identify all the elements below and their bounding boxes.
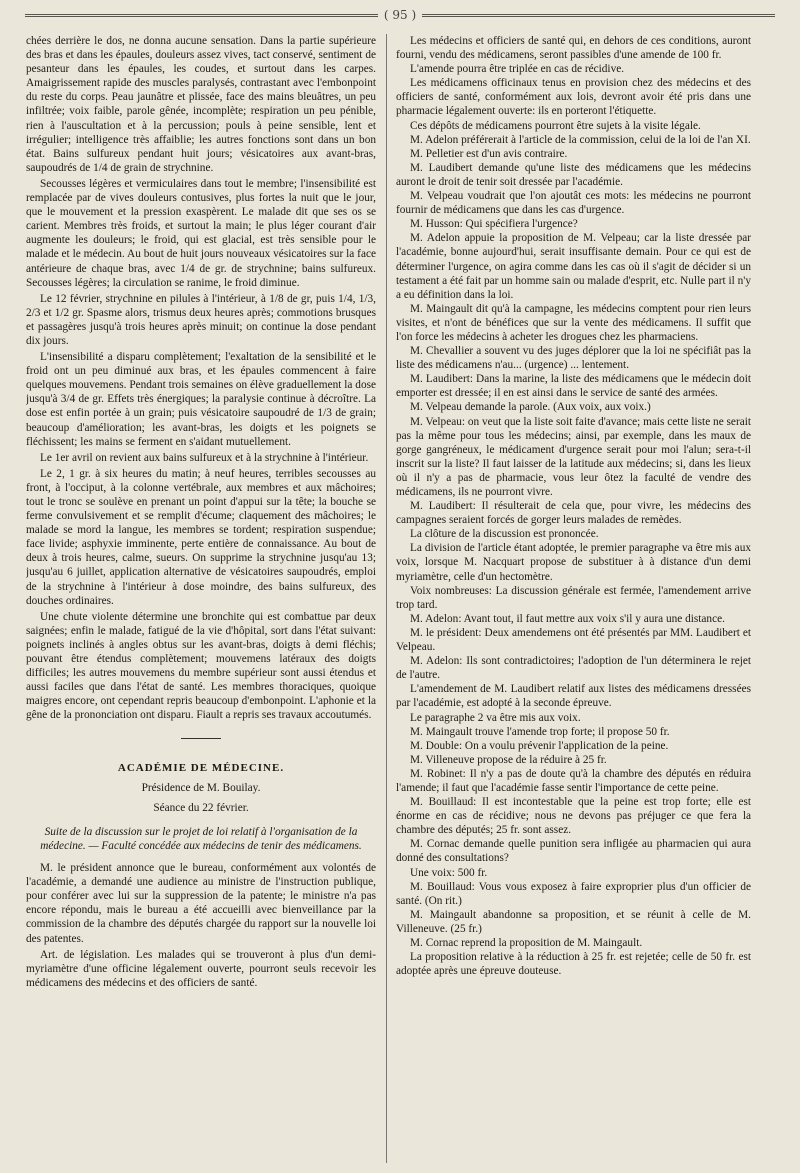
paragraph: M. Adelon préférerait à l'article de la commission, celui de la loi de l'an XI. [410, 133, 751, 146]
presidency-line: Présidence de M. Bouilay. [141, 781, 261, 794]
left-column [26, 34, 376, 1165]
paragraph: M. Velpeau demande la parole. (Aux voix, aux voix.) [410, 401, 651, 414]
paragraph: M. Double: On a voulu prévenir l'application de la peine. [410, 739, 669, 752]
paragraph: Les médicamens officinaux tenus en provision chez des médecins et des officiers de santé, conformément aux lois, devront avoir été pris dans une pharmacie légalement ouverte: ils en porteront l'étiquette. [396, 77, 751, 118]
paragraph: La division de l'article étant adoptée, le premier paragraphe va être mis aux voix, lorsque M. Nacquart propose de substituer à à distance d'un demi myriamètre, celle d'un hectomètre. [396, 542, 751, 583]
paragraph: M. Villeneuve propose de la réduire à 25 fr. [410, 753, 607, 766]
paragraph: M. le président: Deux amendemens ont été présentés par MM. Laudibert et Velpeau. [396, 626, 751, 654]
paragraph: M. Maingault trouve l'amende trop forte; il propose 50 fr. [410, 725, 670, 738]
paragraph: Le 1er avril on revient aux bains sulfureux et à la strychnine à l'intérieur. [40, 451, 369, 464]
paragraph: Le paragraphe 2 va être mis aux voix. [410, 711, 581, 724]
paragraph: M. Laudibert: Il résulterait de cela que, pour vivre, les médecins des campagnes seraient forcés de gorger leurs malades de remèdes. [396, 500, 751, 527]
paragraph: M. Bouillaud: Vous vous exposez à faire exproprier plus d'un officier de santé. (On rit.) [396, 880, 751, 907]
session-date: Séance du 22 février. [153, 801, 249, 814]
section-title: ACADÉMIE DE MÉDECINE. [117, 761, 285, 774]
paragraph: M. Velpeau: on veut que la liste soit faite d'avance; mais cette liste ne serait pas la même pour tous les médecins; ainsi, par exemple, dans les maux de gorge gangréneux, le médicament d'urgence serait pour moi l'alun; sera-t-il inscrit sur la liste? Il faut laisser de la latitude aux médecins; si, dans les lieux où il n'y a pas de pharmacie, vous leur ôtez la faculté de vendre des médicamens, ils ne pourront vivre. [396, 415, 751, 498]
paragraph: M. Robinet: Il n'y a pas de doute qu'à la chambre des députés en réduira l'amende; il faut que l'académie fasse sentir l'importance de cette peine. [396, 767, 751, 794]
paragraph: M. Bouillaud: Il est incontestable que la peine est trop forte; elle est énorme en cas de récidive; nous ne devons pas préjuger ce que fera la chambre des députés; 25 fr. sont assez. [396, 796, 751, 837]
paragraph: chées derrière le dos, ne donna aucune sensation. Dans la partie supérieure des bras et dans les épaules, douleurs assez vives, tact conservé, sentiment de pesanteur dans les épaules, les coudes, et surtout dans les carpes. Amaigrissement rapide des muscles paralysés, contrastant avec l'embonpoint du reste du corps. Peau jaunâtre et plissée, face des mains bleuâtres, un peu infiltrée; voix faible, parole gênée, incomplète; respiration un peu pénible, rien à l'auscultation et à la percussion; pouls à peine sensible, lent et irrégulier; intelligence très affaiblie; les autres fonctions sont dans un bon état. Bains sulfureux pendant huit jours; vésicatoires aux avant-bras, saupoudrés de 1/4 de grain de strychnine. [26, 35, 376, 174]
paragraph: Le 2, 1 gr. à six heures du matin; à neuf heures, terribles secousses au front, à l'occiput, à la colonne vertébrale, aux membres et aux mâchoires; tout le tronc se soulève en prenant un point d'appui sur la tête; la bouche se ferme convulsivement et se remplit d'écume; claquement des mâchoires; le malade se mord la langue, les membres se tordent; respiration suspendue; face livide; asphyxie imminente, perte entière de connaissance. Au bout de deux à trois heures, calme, sueurs. On supprime la strychnine jusqu'au 13; jusqu'au 6 juillet, application alternative de vésicatoires saupoudrés, emploi de la strychnine à l'intérieur à dose moindre, des bains sulfureux, des douches ordinaires. [26, 467, 376, 607]
paragraph: M. Velpeau voudrait que l'on ajoutât ces mots: les médecins ne pourront fournir de médicamens que dans les cas d'urgence. [396, 190, 751, 217]
paragraph: L'insensibilité a disparu complètement; l'exaltation de la sensibilité et le froid ont un peu diminué aux bras, et les épaules commencent à faire quelques mouvemens. Pendant trois semaines on élève graduellement la dose jusqu'à 3/4 de gr. Effets très énergiques; la paralysie continue à décroître. La dose est enfin portée à un grain; puis vésicatoire saupoudré de 1/3 de grain; beaucoup d'amélioration; les avant-bras, les doigts et les poignets se fléchissent; les mains se ferment en s'aidant mutuellement. [26, 351, 376, 448]
paragraph: M. Adelon: Ils sont contradictoires; l'adoption de l'un déterminera le rejet de l'autre. [396, 655, 751, 682]
paragraph: M. Husson: Qui spécifiera l'urgence? [410, 218, 578, 231]
paragraph: M. Laudibert demande qu'une liste des médicamens que les médecins auront le droit de tenir soit dressée par l'académie. [396, 161, 751, 188]
paragraph: La proposition relative à la réduction à 25 fr. est rejetée; celle de 50 fr. est adoptée après une épreuve douteuse. [396, 951, 751, 978]
paragraph: M. Adelon: Avant tout, il faut mettre aux voix s'il y aura une distance. [410, 612, 725, 625]
paragraph: M. Laudibert: Dans la marine, la liste des médicamens que le médecin doit emporter est dressée; il en est ainsi dans le service de santé des armées. [396, 373, 751, 400]
column-divider [386, 34, 387, 1163]
paragraph: M. Maingault abandonne sa proposition, et se réunit à celle de M. Villeneuve. (25 fr.) [396, 908, 751, 935]
paragraph: M. Maingault dit qu'à la campagne, les médecins comptent pour rien leurs visites, et n'ont de bénéfices que sur la vente des médicamens. Il suffit que l'on force les médecins à acheter les drogues chez les pharmaciens. [396, 302, 751, 343]
paragraph: M. Chevallier a souvent vu des juges déplorer que la loi ne spécifiât pas la liste des médicamens n'au... (urgence) ... lentement. [396, 345, 751, 372]
paragraph: M. Adelon appuie la proposition de M. Velpeau; car la liste dressée par l'académie, bonne aujourd'hui, serait insuffisante demain. Pour ce qui est de déterminer l'urgence, on agira comme dans les cas où il s'agit de décider si un testament a été fait par un homme sain ou malade d'esprit, etc. Nulle part il n'y a eu définition dans la loi. [396, 232, 751, 301]
paragraph: Les médecins et officiers de santé qui, en dehors de ces conditions, auront fourni, vendu des médicamens, seront passibles d'une amende de 100 fr. [396, 35, 751, 62]
page-number: ( 95 ) [383, 8, 417, 22]
paragraph: M. le président annonce que le bureau, conformément aux volontés de l'académie, a demandé une audience au ministre de l'instruction publique, pour conférer avec lui sur la suppression de la patente; le ministre n'a pas encore répondu, mais le bureau a été accueilli avec bienveillance par la commission de la chambre des députés chargée du rapport sur la nouvelle loi des patentes. [26, 862, 376, 945]
paragraph: Le 12 février, strychnine en pilules à l'intérieur, à 1/8 de gr, puis 1/4, 1/3, 2/3 et 1/2 gr. Spasme alors, trismus deux heures après; commotions brusques et passagères jusqu'à trois heures après minuit; on continue la dose pendant dix jours. [26, 292, 376, 347]
paragraph: Une chute violente détermine une bronchite qui est combattue par deux saignées; enfin le malade, fatigué de la vie d'hôpital, sort dans l'état suivant: poignets inclinés à angles obtus sur les avant-bras, doigts à demi fléchis; pouvant être étendus complètement; mouvemens latéraux des doigts difficiles; les autres mouvemens du membre supérieur sont aussi étendus et aussi faciles que dans l'état de santé. Les membres thoraciques, quoique maigres encore, ont cependant repris beaucoup d'embonpoint. L'aphonie et la gêne de la prononciation ont disparu. Fiault a repris ses travaux accoutumés. [26, 610, 376, 722]
paragraph: La clôture de la discussion est prononcée. [410, 528, 599, 541]
paragraph: Une voix: 500 fr. [410, 866, 488, 879]
paragraph: M. Cornac reprend la proposition de M. Maingault. [410, 937, 643, 949]
header-rule [25, 10, 775, 20]
paragraph: M. Pelletier est d'un avis contraire. [410, 147, 568, 160]
paragraph: L'amende pourra être triplée en cas de récidive. [410, 63, 625, 76]
right-column [396, 34, 751, 1165]
section-subheading: Suite de la discussion sur le projet de loi relatif à l'organisation de la médecine. — Faculté concédée aux médecins de tenir des médicamens. [40, 825, 362, 852]
paragraph: Art. de législation. Les malades qui se trouveront à plus d'un demi-myriamètre d'une officine légalement ouverte, pourront seuls recevoir les médicamens des médecins et des officiers de santé. [26, 948, 376, 989]
paragraph: Secousses légères et vermiculaires dans tout le membre; l'insensibilité est remplacée par de vives douleurs contusives, plus fortes la nuit que le jour, que le mouvement et la pression exaspèrent. Le malade dit que ses os se carient. Membres très froids, et surtout la main; le plus léger courant d'air augmente les douleurs; le froid, qui est glacial, est très sensible pour le malade et le médecin. Au bout de huit jours nouveaux vésicatoires sur la face antérieure de chaque bras, avec 1/4 de gr. de strychnine; bains sulfureux. Secousses légères; la circulation se ranime, le froid diminue. [26, 177, 376, 289]
paragraph: M. Cornac demande quelle punition sera infligée au pharmacien qui aura donné des consultations? [396, 838, 751, 865]
paragraph: L'amendement de M. Laudibert relatif aux listes des médicamens dressées par l'académie, est adopté à la seconde épreuve. [396, 683, 751, 710]
separator-rule [26, 729, 376, 743]
paragraph: Voix nombreuses: La discussion générale est fermée, l'amendement arrive trop tard. [396, 584, 751, 611]
paragraph: Ces dépôts de médicamens pourront être sujets à la visite légale. [410, 119, 701, 132]
